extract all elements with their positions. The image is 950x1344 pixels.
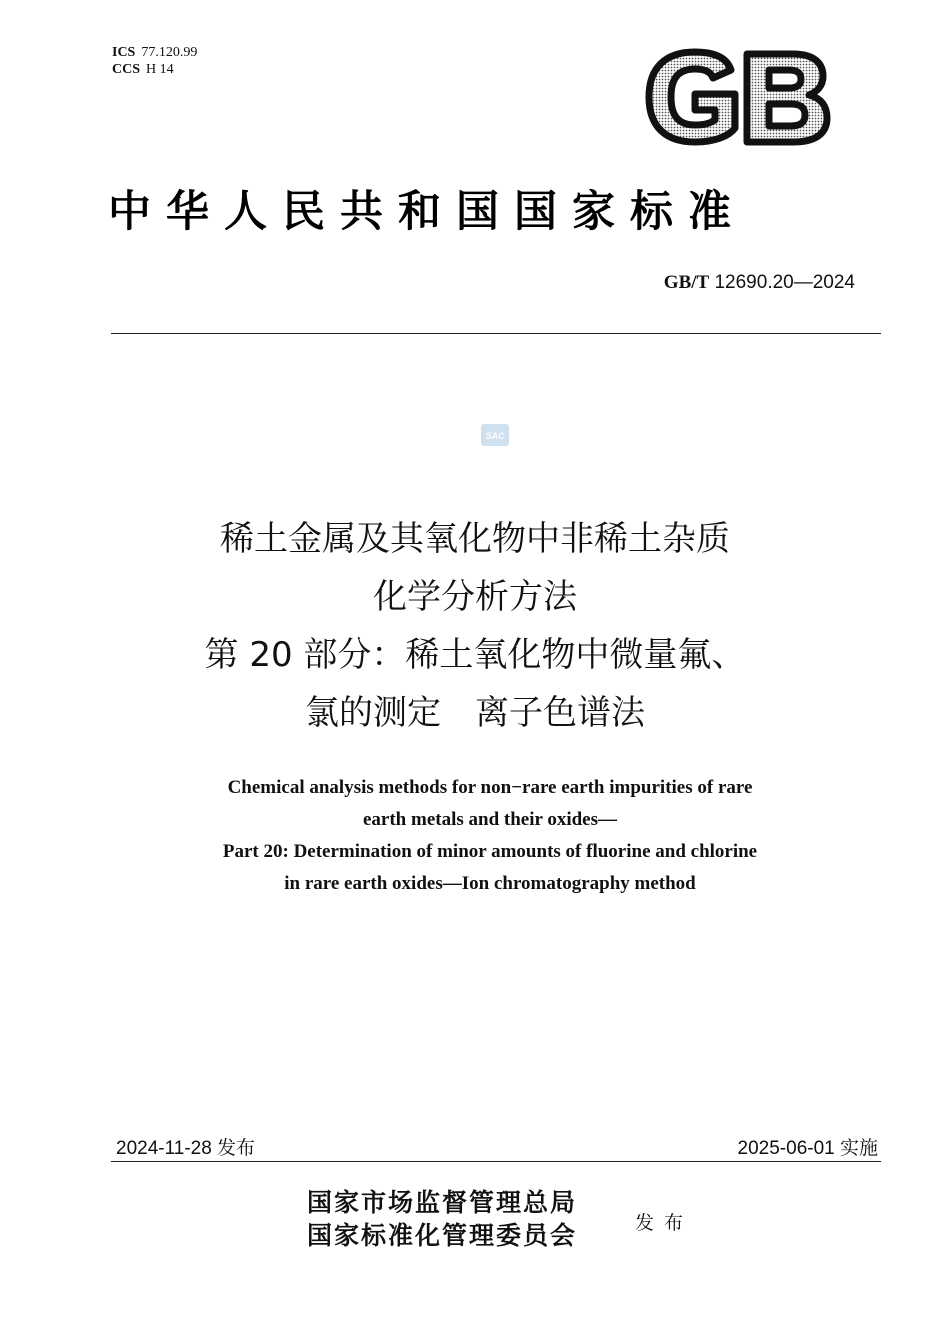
issuer-sac: 国家标准化管理委员会 xyxy=(307,1221,578,1250)
national-standard-title: 中华人民共和国国家标准 xyxy=(108,187,746,237)
chinese-title-line-1: 稀土金属及其氧化物中非稀土杂质 xyxy=(220,519,730,559)
ccs-value: H 14 xyxy=(146,62,174,77)
footer-divider xyxy=(111,1161,881,1162)
standard-prefix: GB/T xyxy=(663,272,710,293)
issue-date: 2024-11-28 发布 xyxy=(116,1138,256,1159)
standard-number xyxy=(664,272,855,294)
english-title-line-1: Chemical analysis methods for non−rare earth impurities of rare xyxy=(227,777,753,798)
english-title-line-3: Part 20: Determination of minor amounts of fluorine and chlorine xyxy=(222,841,758,862)
english-title-line-4: in rare earth oxides—Ion chromatography method xyxy=(284,873,696,894)
english-title-line-2: earth metals and their oxides— xyxy=(362,809,618,830)
issuer-samr: 国家市场监督管理总局 xyxy=(307,1188,578,1217)
chinese-title-line-4: 氯的测定 离子色谱法 xyxy=(305,693,645,733)
ccs-code xyxy=(112,61,197,78)
ics-value: 77.120.99 xyxy=(141,45,198,60)
issuing-authorities xyxy=(307,1186,577,1252)
standard-code: 12690.20—2024 xyxy=(714,272,855,293)
sac-watermark xyxy=(481,424,509,446)
classification-codes xyxy=(112,44,197,78)
chinese-title-line-3: 第 20 部分：稀土氧化物中微量氟、 xyxy=(204,635,746,675)
english-title xyxy=(0,772,950,900)
ccs-label: CCS xyxy=(112,62,141,77)
ics-code xyxy=(112,44,197,61)
chinese-title-line-2: 化学分析方法 xyxy=(373,577,577,617)
publish-label: 发布 xyxy=(635,1212,694,1234)
implementation-date: 2025-06-01 实施 xyxy=(737,1138,878,1159)
ics-label: ICS xyxy=(112,45,136,60)
svg-text:SAC: SAC xyxy=(485,431,505,441)
chinese-title xyxy=(0,510,950,742)
svg-text:GB: GB xyxy=(643,48,645,49)
gb-logo xyxy=(643,48,833,146)
header-divider xyxy=(111,333,881,334)
